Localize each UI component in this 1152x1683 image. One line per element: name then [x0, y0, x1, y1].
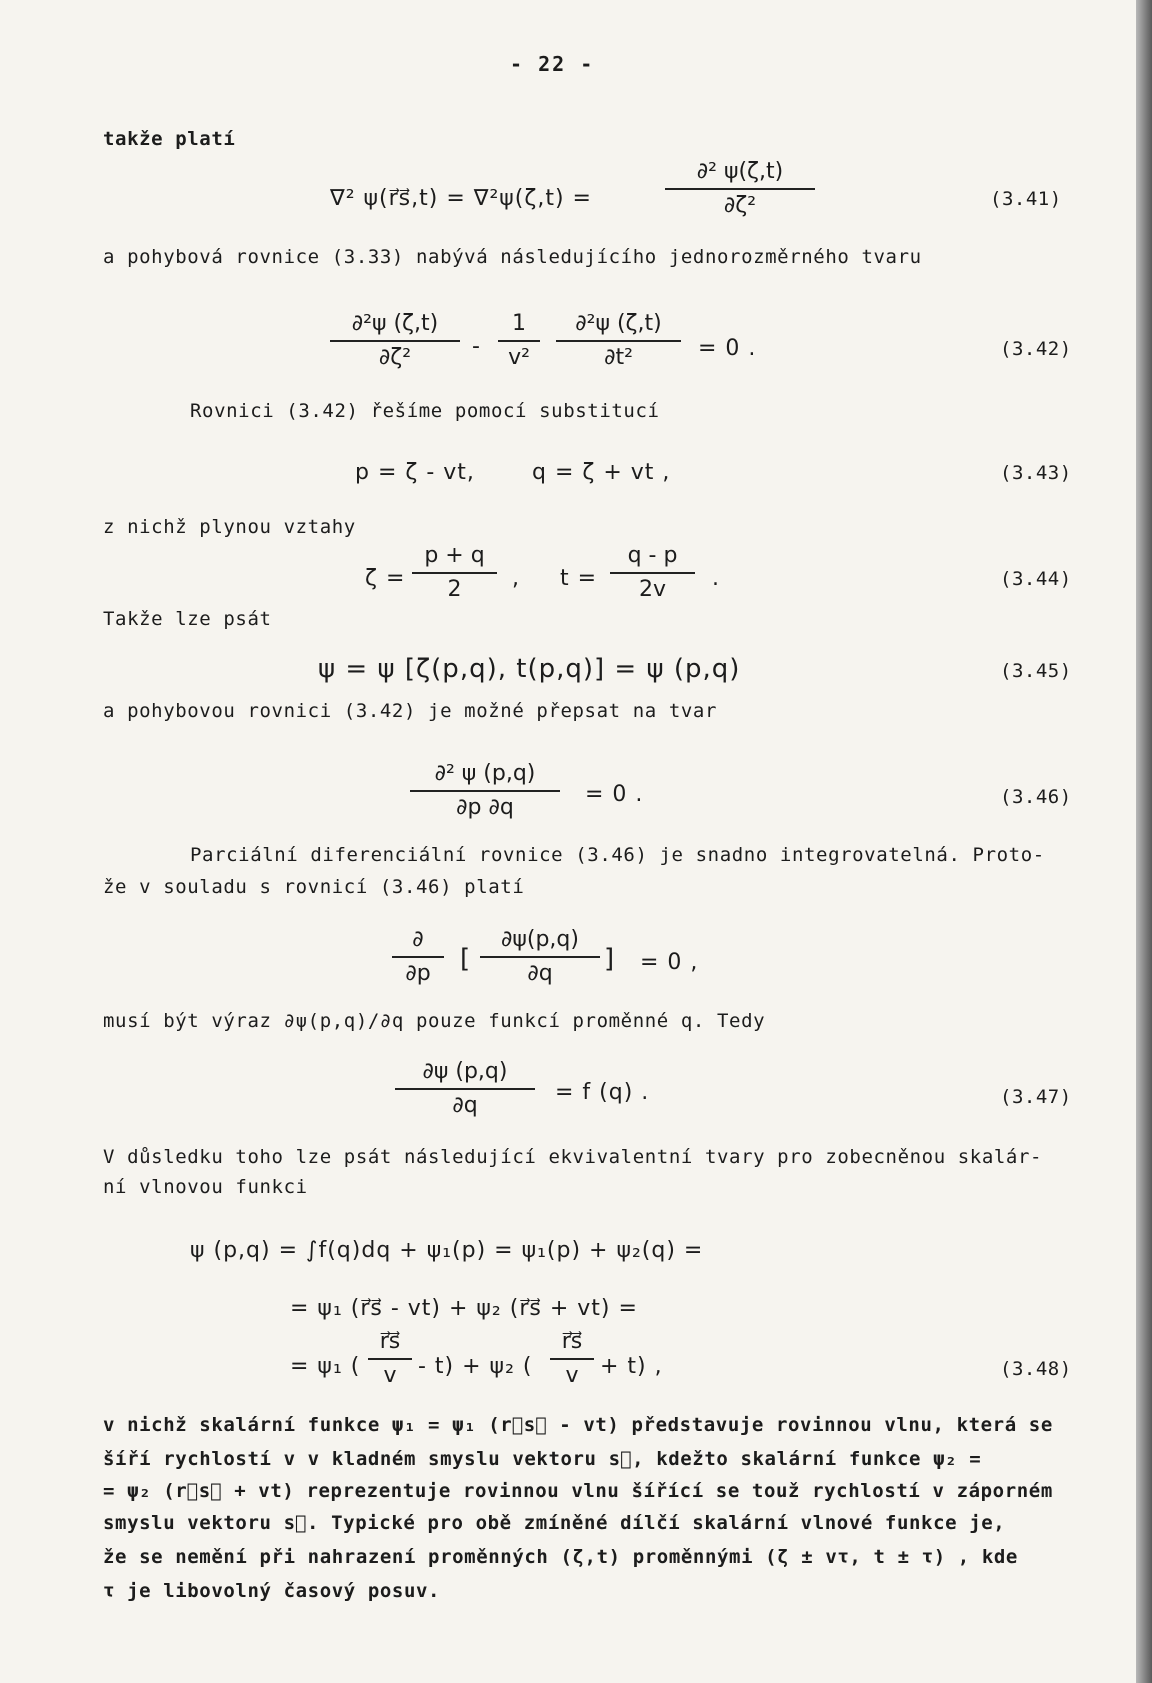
fraction-numerator: ∂² ψ(ζ,t): [696, 159, 784, 184]
equation-label: (3.47): [1000, 1086, 1072, 1108]
fraction-bar: [610, 572, 695, 574]
fraction-denominator: v: [565, 1363, 579, 1388]
minus-sign: -: [472, 334, 481, 359]
equation-rhs: = f (q) .: [555, 1080, 650, 1105]
text-line: takže platí: [103, 128, 236, 150]
fraction-bar: [480, 956, 600, 958]
text-line: a pohybová rovnice (3.33) nabývá následujícího jednorozměrného tvaru: [103, 246, 922, 268]
paragraph-line: smyslu vektoru s⃗. Typické pro obě zmíněné dílčí skalární vlnové funkce je,: [103, 1512, 1006, 1534]
equation-rhs: = 0 .: [585, 782, 644, 807]
text-line: V důsledku toho lze psát následující ekvivalentní tvary pro zobecněnou skalár-: [103, 1146, 1043, 1168]
equation-3-41-fraction: [665, 158, 815, 220]
text-line: Parciální diferenciální rovnice (3.46) je snadno integrovatelná. Proto-: [190, 844, 1045, 866]
fraction-denominator: ∂ζ²: [378, 345, 412, 370]
fraction-bar: [550, 1358, 594, 1360]
equation-label: (3.46): [1000, 786, 1072, 808]
fraction-denominator: v: [383, 1363, 397, 1388]
partial-p-fraction: [392, 926, 444, 988]
equation-3-42-fraction-2: [498, 310, 540, 372]
equation-3-48-line-2: = ψ₁ (r⃗s⃗ - vt) + ψ₂ (r⃗s⃗ + vt) =: [290, 1296, 638, 1321]
inner-fraction: [480, 926, 600, 988]
equation-label: (3.41): [990, 188, 1062, 210]
comma: ,: [512, 566, 520, 591]
equation-3-43-part-b: q = ζ + vt ,: [532, 460, 671, 485]
paragraph-line: v nichž skalární funkce ψ₁ = ψ₁ (r⃗s⃗ - vt) představuje rovinnou vlnu, která se: [103, 1414, 1053, 1436]
equation-3-46-fraction: [410, 760, 560, 822]
fraction-bar: [395, 1088, 535, 1090]
equation-3-48-line-3b: - t) + ψ₂ (: [418, 1354, 533, 1379]
fraction-numerator: ∂² ψ (p,q): [434, 761, 536, 786]
fraction-numerator: ∂ψ(p,q): [501, 927, 579, 952]
equation-3-48-line-1: ψ (p,q) = ∫f(q)dq + ψ₁(p) = ψ₁(p) + ψ₂(q) =: [190, 1238, 704, 1263]
equation-3-45: ψ = ψ [ζ(p,q), t(p,q)] = ψ (p,q): [318, 654, 741, 684]
paragraph-line: = ψ₂ (r⃗s⃗ + vt) reprezentuje rovinnou vlnu šířící se touž rychlostí v záporném: [103, 1480, 1053, 1502]
right-bracket: ]: [604, 944, 616, 974]
fraction-denominator: ∂ζ²: [723, 193, 757, 218]
equation-3-47-fraction: [395, 1058, 535, 1120]
fraction-numerator: q - p: [627, 543, 678, 568]
t-equals: t =: [560, 566, 598, 591]
fraction-bar: [665, 188, 815, 190]
equation-3-41-lhs: ∇² ψ(r⃗s⃗,t) = ∇²ψ(ζ,t) =: [330, 186, 592, 211]
fraction-numerator: ∂²ψ (ζ,t): [575, 311, 662, 336]
fraction-bar: [412, 572, 497, 574]
fraction-numerator: ∂: [412, 927, 424, 952]
equation-3-48-line-3a: = ψ₁ (: [290, 1354, 361, 1379]
equation-rhs: = 0 ,: [640, 950, 699, 975]
equation-3-42-fraction-3: [556, 310, 681, 372]
page-number: - 22 -: [510, 52, 595, 76]
rs-over-v-fraction-2: [550, 1328, 594, 1390]
equation-3-44-fraction-1: [412, 542, 497, 604]
text-line: musí být výraz ∂ψ(p,q)/∂q pouze funkcí proměnné q. Tedy: [103, 1010, 766, 1032]
equation-rhs: = 0 .: [698, 336, 757, 361]
rs-over-v-fraction-1: [368, 1328, 412, 1390]
fraction-denominator: ∂p ∂q: [456, 795, 514, 820]
text-line: Takže lze psát: [103, 608, 272, 630]
paragraph-line: šíří rychlostí v v kladném smyslu vektoru s⃗, kdežto skalární funkce ψ₂ =: [103, 1448, 982, 1470]
equation-label: (3.43): [1000, 462, 1072, 484]
fraction-numerator: r⃗s⃗: [561, 1329, 583, 1354]
equation-3-48-line-3c: + t) ,: [600, 1354, 663, 1379]
fraction-denominator: ∂q: [452, 1093, 478, 1118]
fraction-denominator: v²: [508, 345, 530, 370]
fraction-denominator: ∂p: [405, 961, 431, 986]
fraction-denominator: 2v: [638, 577, 667, 602]
equation-label: (3.45): [1000, 660, 1072, 682]
page-edge-shadow: [1136, 0, 1152, 1683]
equation-label: (3.42): [1000, 338, 1072, 360]
equation-3-44-fraction-2: [610, 542, 695, 604]
equation-label: (3.44): [1000, 568, 1072, 590]
fraction-bar: [556, 340, 681, 342]
zeta-equals: ζ =: [365, 566, 406, 591]
paragraph-line: že se nemění při nahrazení proměnných (ζ,t) proměnnými (ζ ± vτ, t ± τ) , kde: [103, 1546, 1018, 1568]
text-line: Rovnici (3.42) řešíme pomocí substitucí: [190, 400, 660, 422]
fraction-bar: [392, 956, 444, 958]
left-bracket: [: [460, 944, 472, 974]
fraction-denominator: ∂t²: [604, 345, 633, 370]
fraction-bar: [330, 340, 460, 342]
fraction-bar: [410, 790, 560, 792]
fraction-numerator: ∂ψ (p,q): [422, 1059, 508, 1084]
equation-3-43-part-a: p = ζ - vt,: [355, 460, 475, 485]
fraction-denominator: ∂q: [527, 961, 553, 986]
paragraph-line: τ je libovolný časový posuv.: [103, 1580, 441, 1602]
fraction-bar: [498, 340, 540, 342]
period: .: [712, 566, 720, 591]
fraction-denominator: 2: [447, 577, 462, 602]
text-line: a pohybovou rovnici (3.42) je možné přepsat na tvar: [103, 700, 717, 722]
fraction-numerator: p + q: [424, 543, 485, 568]
equation-label: (3.48): [1000, 1358, 1072, 1380]
text-line: že v souladu s rovnicí (3.46) platí: [103, 876, 525, 898]
text-line: z nichž plynou vztahy: [103, 516, 356, 538]
fraction-numerator: 1: [512, 311, 526, 336]
fraction-numerator: r⃗s⃗: [379, 1329, 401, 1354]
fraction-numerator: ∂²ψ (ζ,t): [351, 311, 439, 336]
text-line: ní vlnovou funkci: [103, 1176, 308, 1198]
equation-3-42-fraction-1: [330, 310, 460, 372]
fraction-bar: [368, 1358, 412, 1360]
